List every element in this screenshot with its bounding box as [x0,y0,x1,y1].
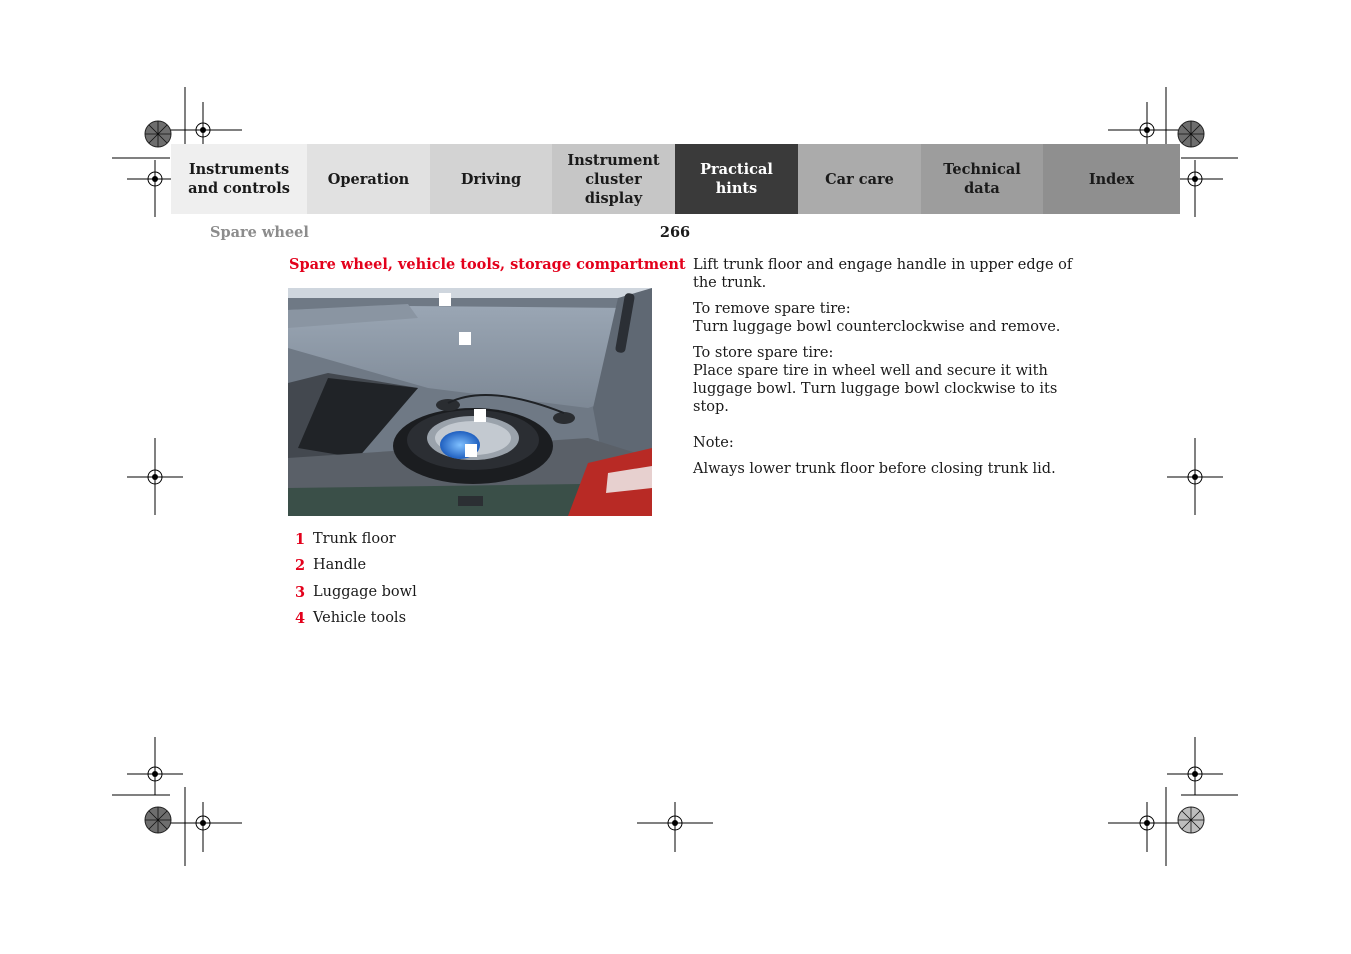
chapter-tabs [171,144,1180,214]
tab-index[interactable]: Index [1043,144,1180,214]
legend-item: 3 Luggage bowl [295,583,417,601]
section-label: Spare wheel [210,224,309,241]
tab-technical-data[interactable]: Technical data [921,144,1043,214]
instruction-lift-floor: Lift trunk floor and engage handle in upper edge of the trunk. [693,257,1073,291]
tab-operation[interactable]: Operation [307,144,430,214]
figure-legend [290,531,417,637]
instruction-store-spare: To store spare tire: Place spare tire in wheel well and secure it with luggage bowl. Turn luggage bowl clockwise to its stop. [693,345,1058,415]
note-label: Note: [693,435,734,451]
trunk-illustration [288,288,652,516]
instructions-text [693,256,1073,486]
tab-instrument-cluster-display[interactable]: Instrument cluster display [552,144,675,214]
tab-practical-hints[interactable]: Practical hints [675,144,798,214]
tab-instruments-and-controls[interactable]: Instruments and controls [171,144,307,214]
tab-driving[interactable]: Driving [430,144,552,214]
legend-item: 4 Vehicle tools [295,610,407,628]
tab-car-care[interactable]: Car care [798,144,921,214]
section-heading: Spare wheel, vehicle tools, storage compartment [289,256,686,273]
legend-item: 1 Trunk floor [295,531,396,548]
legend-item: 2 Handle [295,557,367,575]
page-number: 266 [659,224,691,241]
instruction-remove-spare: To remove spare tire: Turn luggage bowl counterclockwise and remove. [693,301,1061,335]
note-text: Always lower trunk floor before closing trunk lid. [693,461,1056,477]
